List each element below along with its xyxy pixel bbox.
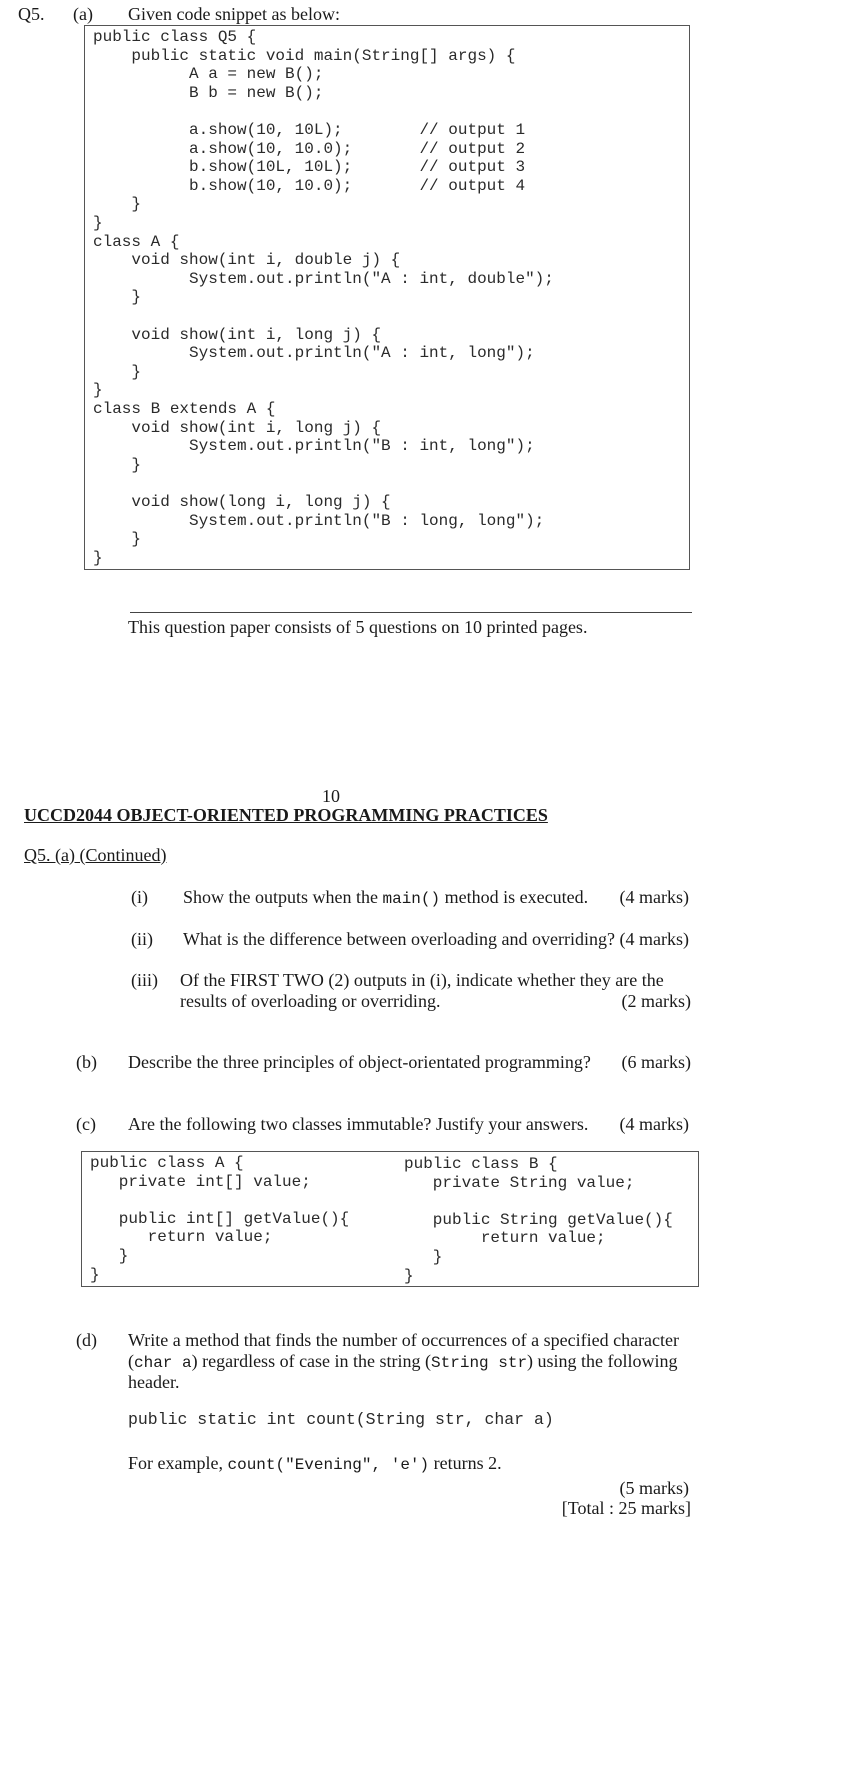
code-line: } [93, 455, 142, 474]
code-line: void show(int i, double j) { [93, 251, 401, 270]
code-line: System.out.println("B : long, long"); [93, 511, 545, 530]
sub-iii-marks: (2 marks) [621, 991, 691, 1011]
sub-i-text-before: Show the outputs when the [183, 887, 383, 907]
part-b-label: (b) [76, 1052, 97, 1072]
code-line: } [93, 214, 103, 232]
code-line: void show(long i, long j) { [93, 493, 391, 511]
part-d-header-code: public static int count(String str, char a) [128, 1410, 554, 1429]
part-d-line2-pre: ( [128, 1351, 134, 1371]
sub-i-text [183, 886, 588, 910]
code-line: class B extends A { [93, 400, 276, 418]
code-line: } [93, 548, 103, 567]
part-c-marks: (4 marks) [619, 1114, 689, 1134]
part-d-example-post: returns 2. [429, 1453, 502, 1473]
sub-i-label: (i) [131, 887, 148, 907]
part-d-line2-post: ) using the following [527, 1351, 678, 1371]
code-line: public class B { [404, 1155, 558, 1173]
sub-ii-label: (ii) [131, 929, 153, 949]
code-box-q5 [84, 25, 690, 570]
sub-i-marks: (4 marks) [619, 887, 689, 907]
code-line: class A { [93, 232, 180, 251]
code-line: B b = new B(); [93, 83, 324, 102]
code-line: public int[] getValue(){ [90, 1209, 350, 1228]
sub-i-code: main() [382, 890, 441, 908]
part-d-code-string: String str [431, 1354, 528, 1372]
page-number: 10 [322, 786, 340, 806]
part-d-marks: (5 marks) [619, 1478, 689, 1498]
code-box-c [81, 1151, 699, 1287]
part-d-line2 [128, 1350, 678, 1374]
sub-iii-label: (iii) [131, 970, 158, 990]
sub-ii-text: What is the difference between overloading and overriding? [183, 929, 615, 949]
part-d-code-char: char a [134, 1354, 192, 1372]
code-line: } [93, 195, 142, 214]
course-title: UCCD2044 OBJECT-ORIENTED PROGRAMMING PRACTICES [24, 805, 548, 825]
part-b-marks: (6 marks) [621, 1052, 691, 1072]
part-d-example-code: count("Evening", 'e') [227, 1456, 430, 1474]
code-line: } [93, 530, 142, 549]
total-marks: [Total : 25 marks] [561, 1498, 691, 1518]
footer-note: This question paper consists of 5 questions on 10 printed pages. [128, 617, 588, 637]
part-a-intro: Given code snippet as below: [128, 4, 340, 24]
code-line: public class Q5 { [93, 28, 257, 46]
code-line: } [93, 288, 142, 307]
part-d-label: (d) [76, 1330, 97, 1350]
footer-divider [130, 612, 692, 613]
sub-i-text-after: method is executed. [440, 887, 589, 907]
continued-heading: Q5. (a) (Continued) [24, 845, 167, 865]
code-line: return value; [90, 1228, 273, 1247]
code-line: } [404, 1248, 443, 1266]
code-line: void show(int i, long j) { [93, 418, 382, 437]
part-b-text: Describe the three principles of object-orientated programming? [128, 1052, 591, 1072]
code-line: } [90, 1247, 129, 1265]
part-d-line3: header. [128, 1372, 180, 1392]
code-line: System.out.println("A : int, long"); [93, 344, 535, 363]
code-line: } [93, 362, 142, 381]
code-line: public class A { [90, 1154, 244, 1172]
code-line: A a = new B(); [93, 65, 324, 84]
code-line: private String value; [404, 1173, 635, 1192]
code-line: void show(int i, long j) { [93, 325, 382, 344]
code-line: } [90, 1265, 100, 1284]
code-line: } [93, 381, 103, 400]
code-line: } [404, 1266, 414, 1285]
part-d-example-pre: For example, [128, 1453, 228, 1473]
part-d-line2-mid: ) regardless of case in the string ( [191, 1351, 432, 1371]
part-c-label: (c) [76, 1114, 96, 1134]
code-line: public String getValue(){ [404, 1210, 673, 1229]
code-line: b.show(10, 10.0); // output 4 [93, 176, 526, 195]
part-a-label: (a) [73, 4, 93, 24]
code-line: a.show(10, 10.0); // output 2 [93, 139, 526, 158]
sub-iii-line1: Of the FIRST TWO (2) outputs in (i), indicate whether they are the [180, 970, 664, 990]
code-line: System.out.println("B : int, long"); [93, 437, 535, 456]
sub-ii-marks: (4 marks) [619, 929, 689, 949]
code-line: private int[] value; [90, 1172, 311, 1191]
code-line: b.show(10L, 10L); // output 3 [93, 158, 526, 177]
code-line: a.show(10, 10L); // output 1 [93, 121, 526, 139]
part-c-text: Are the following two classes immutable? Justify your answers. [128, 1114, 589, 1134]
sub-iii-line2: results of overloading or overriding. [180, 991, 441, 1011]
code-line: public static void main(String[] args) { [93, 46, 516, 65]
part-d-example [128, 1452, 502, 1476]
question-number: Q5. [18, 4, 45, 24]
part-d-line1: Write a method that finds the number of occurrences of a specified character [128, 1330, 680, 1350]
code-line: return value; [404, 1229, 606, 1248]
code-line: System.out.println("A : int, double"); [93, 269, 554, 288]
